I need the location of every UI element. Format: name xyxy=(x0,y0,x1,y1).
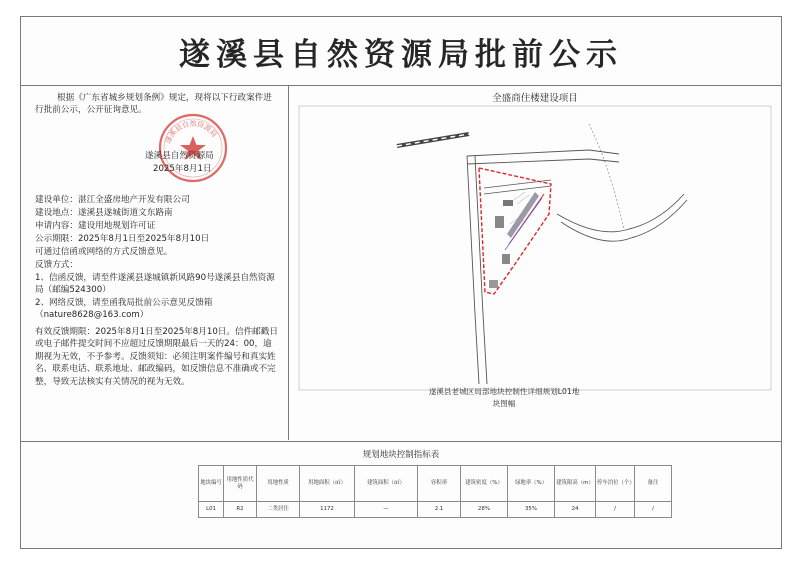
methods-label: 反馈方式： xyxy=(35,260,78,270)
table-header: 地块编号 xyxy=(199,466,224,502)
page-title: 遂溪县自然资源局批前公示 xyxy=(179,36,623,73)
table-header: 建筑限高（m） xyxy=(555,466,596,502)
table-cell: 2.1 xyxy=(418,502,461,518)
table-title: 规划地块控制指标表 xyxy=(362,450,440,460)
control-index-section xyxy=(21,441,781,549)
table-cell: 28% xyxy=(461,502,508,518)
table-header: 用地面积（㎡） xyxy=(300,466,355,502)
notice-text-panel xyxy=(21,86,289,440)
table-cell: L01 xyxy=(199,502,224,518)
application-line: 申请内容：建设用地规划许可证 xyxy=(35,221,156,231)
issuer-name: 遂溪县自然资源局 xyxy=(145,151,214,161)
online-feedback: 2、网络反馈，请至函我局批前公示意见反馈箱（nature8628@163.com） xyxy=(35,298,213,321)
table-cell: R2 xyxy=(224,502,257,518)
title-bar xyxy=(21,17,781,86)
project-title: 全盛商住楼建设项目 xyxy=(492,93,578,104)
intro-text: 根据《广东省城乡规划条例》规定，现将以下行政案件进行批前公示，公开征询意见。 xyxy=(35,93,272,116)
table-header: 容积率 xyxy=(418,466,461,502)
building-block xyxy=(495,216,504,228)
table-header: 建筑面积（㎡） xyxy=(355,466,418,502)
table-header: 停车泊位（个） xyxy=(596,466,635,502)
map-frame xyxy=(299,106,771,390)
map-caption xyxy=(389,386,619,410)
table-header: 绿地率（%） xyxy=(508,466,555,502)
site-plan-map xyxy=(289,104,781,394)
table-cell: 24 xyxy=(555,502,596,518)
svg-text:遂溪县自然资源局: 遂溪县自然资源局 xyxy=(163,119,219,145)
table-cell: 二类居住 xyxy=(257,502,300,518)
map-caption-line-2: 块图幅 xyxy=(492,399,516,408)
table-cell: 35% xyxy=(508,502,555,518)
letter-feedback: 1、信函反馈，请至件遂溪县遂城镇新风路90号遂溪县自然资源局（邮编524300） xyxy=(35,273,275,296)
notice-board xyxy=(20,16,782,549)
table-header: 备注 xyxy=(635,466,672,502)
table-header: 用地性质 xyxy=(257,466,300,502)
table-cell: — xyxy=(355,502,418,518)
unit-line: 建设单位：湛江全盛房地产开发有限公司 xyxy=(35,195,190,205)
table-cell: / xyxy=(596,502,635,518)
table-header: 建筑密度（%） xyxy=(461,466,508,502)
control-index-table xyxy=(198,465,672,518)
period-line: 公示期限：2025年8月1日至2025年8月10日 xyxy=(35,234,210,244)
table-cell: 1172 xyxy=(300,502,355,518)
map-caption-line-1: 遂溪县老城区局部地块控制性详细规划L01地 xyxy=(428,387,580,396)
channels-line: 可通过信函或网络的方式反馈意见。 xyxy=(35,247,173,257)
table-cell: / xyxy=(635,502,672,518)
location-line: 建设地点：遂溪县遂城街道文东路南 xyxy=(35,208,173,218)
project-map-panel xyxy=(289,86,781,440)
table-row xyxy=(199,502,672,518)
table-header-row xyxy=(199,466,672,502)
issue-date: 2025年8月1日 xyxy=(153,164,212,174)
validity-text: 有效反馈期限：2025年8月1日至2025年8月10日。信件邮戳日或电子邮件提交时间不应超过反馈期限最后一天的24：00，逾期视为无效，不予参考。反馈须知：必须注明案件编号和真实姓名、联系电话、联系地址、邮政编码，如反馈信息不准确或不完整，导致无法核实有关情况的视为无效。 xyxy=(35,327,278,387)
table-header: 用地性质代码 xyxy=(224,466,257,502)
